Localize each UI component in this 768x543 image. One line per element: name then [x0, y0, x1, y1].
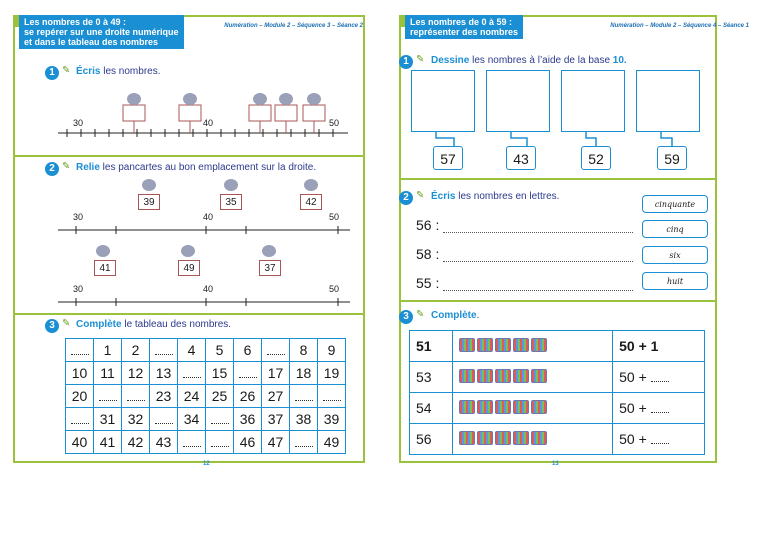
- jars-cell: [452, 424, 612, 455]
- dotted-blank[interactable]: [651, 433, 669, 444]
- sign-card: 49: [178, 260, 200, 276]
- pencil-icon: ✎: [416, 54, 425, 65]
- bunnies-bottom: [93, 239, 293, 259]
- write-line[interactable]: [416, 275, 633, 291]
- write-line[interactable]: [416, 246, 633, 262]
- number-cell: 40: [66, 431, 94, 454]
- dotted-blank[interactable]: [99, 390, 117, 401]
- jar-icon: [513, 338, 529, 352]
- number-cell: 9: [318, 339, 346, 362]
- number-cell: 37: [262, 408, 290, 431]
- axis-label: 40: [203, 118, 214, 128]
- table-row: [66, 431, 346, 454]
- number-cell: 17: [262, 362, 290, 385]
- dotted-blank[interactable]: [155, 344, 173, 355]
- number-cell: 11: [94, 362, 122, 385]
- jar-icon: [495, 400, 511, 414]
- left-page: [13, 15, 365, 465]
- word-card: cinquante: [642, 195, 708, 213]
- table-row: [66, 362, 346, 385]
- number-cell: 15: [206, 362, 234, 385]
- write-line[interactable]: [416, 217, 633, 233]
- jar-icon: [477, 369, 493, 383]
- axis-label: 40: [203, 284, 214, 294]
- number-cell: 38: [290, 408, 318, 431]
- pencil-icon: ✎: [62, 65, 71, 76]
- number-cell: 32: [122, 408, 150, 431]
- jar-icon: [495, 369, 511, 383]
- instruction-verb: Dessine: [431, 55, 470, 66]
- expression-text: 50 +: [619, 431, 647, 447]
- instruction-verb: Écris: [76, 66, 101, 77]
- word-card: cinq: [642, 220, 708, 238]
- header-line: Les nombres de 0 à 49 :: [24, 17, 127, 27]
- jars-cell: [452, 331, 612, 362]
- number-cell: 41: [94, 431, 122, 454]
- jar-icon: [477, 338, 493, 352]
- dotted-blank[interactable]: [651, 402, 669, 413]
- table-row: [66, 385, 346, 408]
- jar-icon: [531, 431, 547, 445]
- dotted-blank[interactable]: [183, 436, 201, 447]
- exercise-number: 2: [399, 191, 413, 205]
- axis-label: 50: [329, 118, 340, 128]
- base-number: 10.: [612, 55, 627, 66]
- pencil-icon: ✎: [62, 318, 71, 329]
- blank-cell[interactable]: [94, 385, 122, 408]
- exercise-number: 2: [45, 162, 59, 176]
- number-cell: 46: [234, 431, 262, 454]
- header-line: se repérer sur une droite numérique: [24, 27, 179, 37]
- dotted-blank[interactable]: [651, 371, 669, 382]
- pencil-icon: ✎: [62, 161, 71, 172]
- number-cell: 20: [66, 385, 94, 408]
- expression-cell[interactable]: [613, 393, 705, 424]
- axis-label: 30: [73, 284, 84, 294]
- instruction-verb: Relie: [76, 162, 100, 173]
- number-cell: 4: [178, 339, 206, 362]
- target-number: 43: [506, 146, 536, 170]
- expression-cell[interactable]: [613, 424, 705, 455]
- table-row: [66, 408, 346, 431]
- instruction-verb: Écris: [431, 191, 456, 202]
- jar-icon: [513, 369, 529, 383]
- sign-card: 41: [94, 260, 116, 276]
- blank-cell[interactable]: [66, 408, 94, 431]
- target-number: 52: [581, 146, 611, 170]
- jar-icon: [513, 400, 529, 414]
- instruction-text: les pancartes au bon emplacement sur la droite.: [99, 162, 317, 173]
- number-cell: 5: [206, 339, 234, 362]
- blank-cell[interactable]: [262, 339, 290, 362]
- word-card: huit: [642, 272, 708, 290]
- number-cell: 56: [410, 424, 453, 455]
- blank-cell[interactable]: [290, 431, 318, 454]
- number-cell: 53: [410, 362, 453, 393]
- dotted-blank[interactable]: [155, 413, 173, 424]
- box-connectors: [399, 132, 717, 146]
- page-number: 12: [203, 461, 210, 467]
- dotted-blank[interactable]: [295, 436, 313, 447]
- header-line: et dans le tableau des nombres: [24, 37, 159, 47]
- number-cell: 19: [318, 362, 346, 385]
- jar-icon: [531, 369, 547, 383]
- number-cell: 1: [94, 339, 122, 362]
- instruction-text: le tableau des nombres.: [121, 319, 232, 330]
- number-cell: 27: [262, 385, 290, 408]
- complete-table: [409, 330, 705, 455]
- number-cell: 43: [150, 431, 178, 454]
- drawing-box[interactable]: [411, 70, 475, 132]
- jars-cell: [452, 393, 612, 424]
- number-cell: 39: [318, 408, 346, 431]
- dotted-line[interactable]: [443, 261, 633, 262]
- exercise-number: 1: [399, 55, 413, 69]
- exercise-number: 3: [45, 319, 59, 333]
- dotted-blank[interactable]: [71, 413, 89, 424]
- blank-cell[interactable]: [66, 339, 94, 362]
- number-cell: 6: [234, 339, 262, 362]
- instruction-text: les nombres.: [100, 66, 161, 77]
- number-cell: 51: [410, 331, 453, 362]
- sign-card: 39: [138, 194, 160, 210]
- exercise-number: 1: [45, 66, 59, 80]
- dotted-blank[interactable]: [323, 390, 341, 401]
- bunnies-top: [139, 173, 339, 193]
- right-header: [405, 15, 523, 39]
- blank-cell[interactable]: [150, 339, 178, 362]
- instruction-text: les nombres en lettres.: [455, 191, 560, 202]
- blank-cell[interactable]: [178, 431, 206, 454]
- number-cell: 26: [234, 385, 262, 408]
- instruction-text: les nombres à l’aide de la base: [469, 55, 613, 66]
- jar-icon: [477, 431, 493, 445]
- line-label: 55 :: [416, 275, 440, 291]
- instruction-text: .: [476, 310, 480, 321]
- number-cell: 47: [262, 431, 290, 454]
- target-number: 59: [657, 146, 687, 170]
- jar-icon: [531, 338, 547, 352]
- divider: [401, 300, 715, 302]
- dotted-blank[interactable]: [183, 367, 201, 378]
- table-row: [410, 331, 705, 362]
- breadcrumb: Numération – Module 2 – Séquence 4 – Séance 1: [610, 23, 749, 29]
- dotted-blank[interactable]: [71, 344, 89, 355]
- number-cell: 24: [178, 385, 206, 408]
- number-cell: 25: [206, 385, 234, 408]
- dotted-blank[interactable]: [239, 367, 257, 378]
- dotted-blank[interactable]: [211, 436, 229, 447]
- number-cell: 18: [290, 362, 318, 385]
- instruction-verb: Complète: [76, 319, 122, 330]
- expression-text: 50 +: [619, 400, 647, 416]
- number-cell: 54: [410, 393, 453, 424]
- number-cell: 12: [122, 362, 150, 385]
- word-card: six: [642, 246, 708, 264]
- number-cell: 8: [290, 339, 318, 362]
- expression-text: 50 +: [619, 369, 647, 385]
- divider: [401, 178, 715, 180]
- right-page: [399, 15, 751, 465]
- sign-card: 35: [220, 194, 242, 210]
- table-row: [410, 393, 705, 424]
- drawing-box[interactable]: [636, 70, 700, 132]
- blank-cell[interactable]: [318, 385, 346, 408]
- instruction-verb: Complète: [431, 310, 477, 321]
- drawing-box[interactable]: [561, 70, 625, 132]
- number-line-2: [58, 223, 353, 237]
- numbers-table: [65, 338, 346, 454]
- sign-card: 42: [300, 194, 322, 210]
- jar-icon: [495, 338, 511, 352]
- blank-cell[interactable]: [234, 362, 262, 385]
- dotted-blank[interactable]: [211, 413, 229, 424]
- line-label: 56 :: [416, 217, 440, 233]
- number-cell: 31: [94, 408, 122, 431]
- axis-label: 30: [73, 118, 84, 128]
- drawing-box[interactable]: [486, 70, 550, 132]
- blank-cell[interactable]: [150, 408, 178, 431]
- dotted-blank[interactable]: [295, 390, 313, 401]
- breadcrumb: Numération – Module 2 – Séquence 3 – Séance 2: [224, 23, 363, 29]
- jar-icon: [459, 431, 475, 445]
- jars-cell: [452, 362, 612, 393]
- jar-icon: [459, 338, 475, 352]
- header-line: représenter des nombres: [410, 27, 519, 37]
- table-row: [410, 362, 705, 393]
- number-cell: 36: [234, 408, 262, 431]
- dotted-blank[interactable]: [267, 344, 285, 355]
- jar-icon: [513, 431, 529, 445]
- number-cell: 42: [122, 431, 150, 454]
- table-row: [66, 339, 346, 362]
- expression-text: 50 + 1: [619, 338, 659, 354]
- number-cell: 23: [150, 385, 178, 408]
- jar-icon: [477, 400, 493, 414]
- target-number: 57: [433, 146, 463, 170]
- divider: [15, 155, 363, 157]
- pencil-icon: ✎: [416, 309, 425, 320]
- axis-label: 30: [73, 212, 84, 222]
- expression-cell[interactable]: [613, 362, 705, 393]
- sign-card: 37: [259, 260, 281, 276]
- jar-icon: [459, 400, 475, 414]
- pencil-icon: ✎: [416, 190, 425, 201]
- dotted-blank[interactable]: [127, 390, 145, 401]
- number-cell: 13: [150, 362, 178, 385]
- page-number: 13: [552, 461, 559, 467]
- blank-cell[interactable]: [178, 362, 206, 385]
- blank-cell[interactable]: [122, 385, 150, 408]
- header-line: Les nombres de 0 à 59 :: [410, 17, 513, 27]
- table-row: [410, 424, 705, 455]
- jar-icon: [495, 431, 511, 445]
- exercise-number: 3: [399, 310, 413, 324]
- jar-icon: [459, 369, 475, 383]
- blank-cell[interactable]: [206, 431, 234, 454]
- blank-cell[interactable]: [290, 385, 318, 408]
- divider: [15, 313, 363, 315]
- number-cell: 10: [66, 362, 94, 385]
- dotted-line[interactable]: [443, 232, 633, 233]
- axis-label: 40: [203, 212, 214, 222]
- axis-label: 50: [329, 212, 340, 222]
- left-header: [19, 15, 184, 49]
- number-cell: 34: [178, 408, 206, 431]
- blank-cell[interactable]: [206, 408, 234, 431]
- expression-cell[interactable]: [613, 331, 705, 362]
- jar-icon: [531, 400, 547, 414]
- line-label: 58 :: [416, 246, 440, 262]
- number-cell: 49: [318, 431, 346, 454]
- axis-label: 50: [329, 284, 340, 294]
- dotted-line[interactable]: [443, 290, 633, 291]
- number-cell: 2: [122, 339, 150, 362]
- number-line-3: [58, 295, 353, 309]
